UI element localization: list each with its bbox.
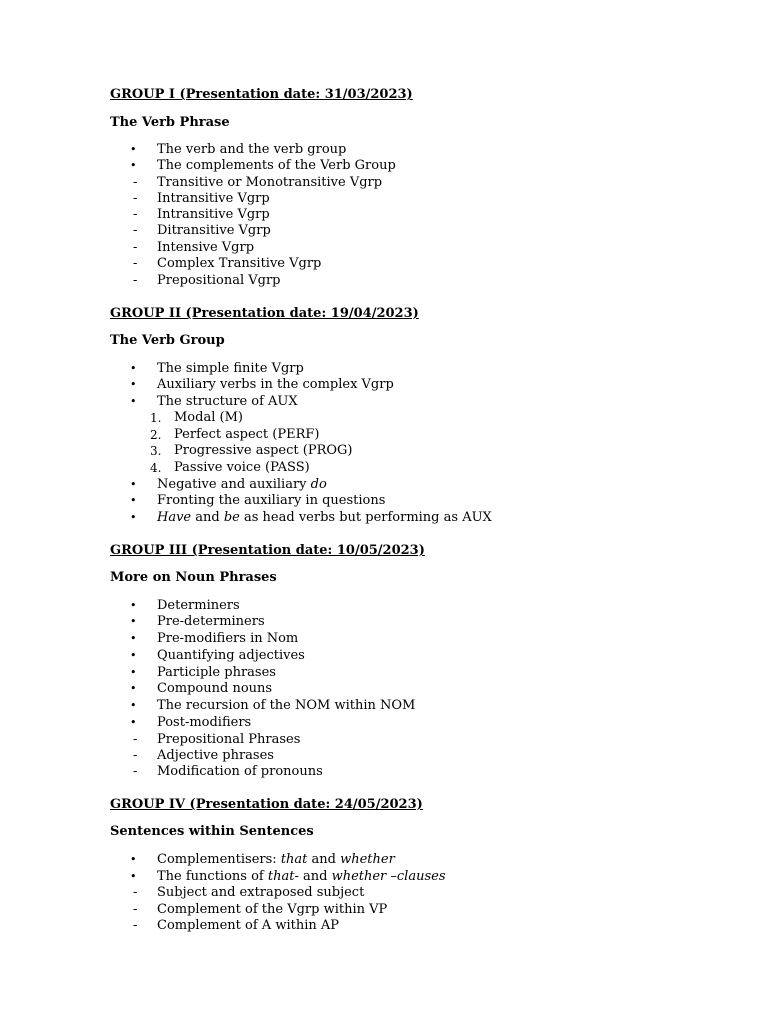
group-3-title: More on Noun Phrases xyxy=(110,570,277,585)
group-3-heading: GROUP III (Presentation date: 10/05/2023) xyxy=(110,543,425,558)
group-4-title: Sentences within Sentences xyxy=(110,824,314,839)
document-page: GROUP I (Presentation date: 31/03/2023) The Verb Phrase • The verb and the verb group • The complements of the Verb Group - Transitive or Monotransitive Vgrp - Intransitive Vgrp - Intransitive Vgrp - Ditransitive Vgrp - Intensive Vgrp - Complex Transitive Vgrp - Prepositional Vgrp GROUP II (Presentation date: 19/04/2023) The Verb Group • The simple finite Vgrp • Auxiliary verbs in the complex Vgrp • The structure of AUX 1. Modal (M) 2. Perfect aspect (PERF) 3. Progressive aspect (PROG) 4. Passive voice (PASS) • Negative and auxiliary do • Fronting the auxiliary in questions • Have and be as head verbs but performing as AUX GROUP III (Presentation date: 10/05/2023) More on Noun Phrases • Determiners • Pre-determiners • Pre-modifiers in Nom • Quantifying adjectives • Participle phrases • Compound nouns • The recursion of the NOM within NOM • Post-modifiers - Prepositional Phrases - Adjective phrases - Modification of pronouns GROUP IV (Presentation date: 24/05/2023) Sentences within Sentences • Complementisers: that and whether • The functions of that- and whether –clauses - Subject and extraposed subject - Complement of the Vgrp within VP - Complement of A within AP xyxy=(110,87,492,933)
group-4-heading: GROUP IV (Presentation date: 24/05/2023) xyxy=(110,797,423,812)
group-2-heading: GROUP II (Presentation date: 19/04/2023) xyxy=(110,306,419,321)
group-1-heading: GROUP I (Presentation date: 31/03/2023) xyxy=(110,87,413,102)
group-1-title: The Verb Phrase xyxy=(110,115,230,130)
group-2-title: The Verb Group xyxy=(110,333,225,348)
